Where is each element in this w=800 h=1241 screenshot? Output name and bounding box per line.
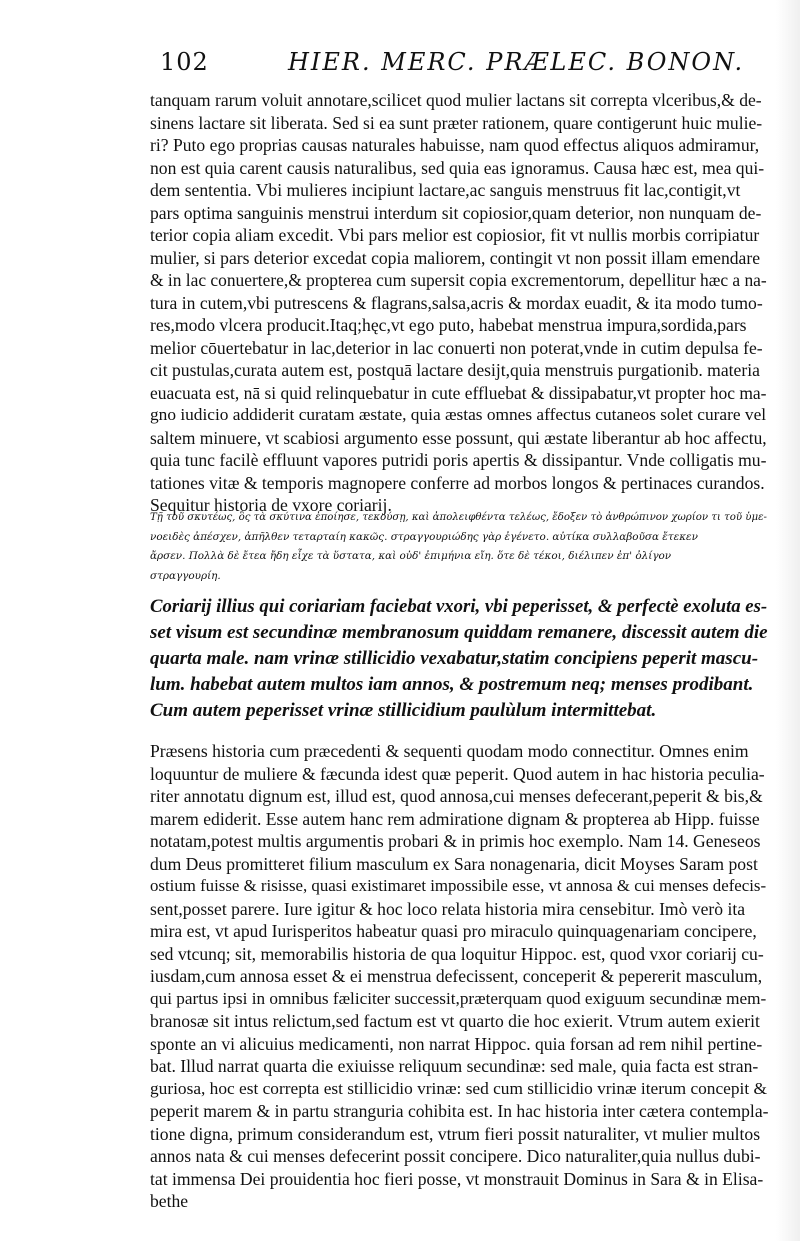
commentary-line: tione digna, primum considerandum est, vtrum fieri possit naturaliter, vt mulier multos xyxy=(150,1123,761,1144)
commentary-line: tura in cutem,vbi putrescens & flagrans,salsa,acris & mordax euadit, & ita modo tumo- xyxy=(150,292,763,313)
commentary-line: euacuata est, nā si quid relinquebatur in cute effluebat & dissipabatur,vt propter hoc ma- xyxy=(150,382,767,403)
commentary-line: sponte an vi alicuius medicamenti, non narrat Hippoc. quia forsan ad rem nihil pertine- xyxy=(150,1033,763,1054)
commentary-line: cit pustulas,curata autem est, postquā lactare desijt,quia menstruis purgationib. materia xyxy=(150,360,760,380)
commentary-line: sed vtcunq; sit, memorabilis historia de qua loquitur Hippoc. est, quod vxor coriarij cu- xyxy=(150,943,764,964)
greek-line: Τῇ τοῦ σκυτέως, ὃς τὰ σκύτινα ἐποίησε, τεκούσῃ, καὶ ἀπολειφθέντα τελέως, ἔδοξεν τὸ ἀνθρώπινον χωρίον τι τοῦ ὑμε- xyxy=(150,512,767,523)
page-number: 102 xyxy=(160,48,209,76)
commentary-line: riter annotatu dignum est, illud est, quod annosa,cui menses defecerant,peperit & bis,& xyxy=(150,786,763,806)
commentary-line: marem ediderit. Esse autem hanc rem admiratione dignam & propterea ab Hipp. fuisse xyxy=(150,808,760,829)
commentary-line: loquuntur de muliere & fæcunda idest quæ peperit. Quod autem in hac historia peculia- xyxy=(150,763,765,784)
page-header xyxy=(160,48,760,82)
greek-line: νοειδὲς ἀπέσχεν, ἀπῆλθεν τεταρταίη κακῶς. στραγγουριώδης γὰρ ἐγένετο. αὐτίκα συλλαβοῦσα ἔτεκεν xyxy=(150,530,698,543)
latin-translation-section xyxy=(150,594,770,724)
commentary-line: mira est, vt apud Iurisperitos habeatur quasi pro miraculo quinquagenariam concipere, xyxy=(150,921,757,941)
commentary-line: pars optima sanguinis menstrui interdum sit copiosior,quam deterior, non nunquam de- xyxy=(150,202,762,223)
commentary-line: res,modo vlcera producit.Itaq;hęc,vt ego puto, habebat menstrua impura,sordida,pars xyxy=(150,315,747,335)
page-gutter-shadow xyxy=(776,0,800,1241)
commentary-line: bethe xyxy=(150,1191,189,1211)
running-title: HIER. MERC. PRÆLEC. BONON. xyxy=(288,48,745,76)
greek-line: ἄρσεν. Πολλὰ δὲ ἔτεα ἤδη εἶχε τὰ ὕστατα, καὶ οὐδ' ἐπιμήνια εἴη. ὅτε δὲ τέκοι, διέλιπεν ἐπ' ὀλίγον xyxy=(150,550,672,562)
commentary-line: guriosa, hoc est correpta est stillicidio vrinæ: sed cum stillicidio vrinæ iterum concepit & xyxy=(150,1078,767,1098)
commentary-line: non est quia carent causis naturalibus, sed quia eas ignoramus. Causa hæc est, mea qui- xyxy=(150,157,765,178)
commentary-line: Præsens historia cum præcedenti & sequenti quodam modo connectitur. Omnes enim xyxy=(150,741,749,761)
commentary-section-2 xyxy=(150,740,770,1213)
commentary-line: tanquam rarum voluit annotare,scilicet quod mulier lactans sit correpta vlceribus,& de- xyxy=(150,90,762,110)
commentary-line: dem sententia. Vbi mulieres incipiunt lactare,ac sanguis menstruus fit lac,contigit,vt xyxy=(150,180,741,200)
translation-line: set visum est secundinæ membranosum quiddam remanere, discessit autem die xyxy=(150,622,768,643)
translation-line: Coriarij illius qui coriariam faciebat vxori, vbi peperisset, & perfectè exoluta es- xyxy=(150,596,768,617)
commentary-line: Sequitur historia de vxore coriarij. xyxy=(150,495,392,515)
commentary-line: notatam,potest multis argumentis probari & in primis hoc exemplo. Nam 14. Geneseos xyxy=(150,831,761,851)
commentary-line: dum Deus promitteret filium masculum ex Sara nonagenaria, dicit Moyses Saram post xyxy=(150,853,758,874)
translation-line: Cum autem peperisset vrinæ stillicidium paulùlum intermittebat. xyxy=(150,700,657,721)
commentary-line: tat immensa Dei prouidentia hoc fieri posse, vt monstrauit Dominus in Sara & in Elisa- xyxy=(150,1168,764,1189)
commentary-line: iusdam,cum annosa esset & ei menstrua defecissent, conceperit & pepererit masculum, xyxy=(150,966,763,986)
commentary-section-1 xyxy=(150,89,770,517)
commentary-line: ri? Puto ego proprias causas naturales habuisse, nam quod effectus aliquos admiramur, xyxy=(150,135,760,155)
commentary-line: ostium fuisse & risisse, quasi existimaret impossibile esse, vt annosa & cui menses defecis- xyxy=(150,876,767,895)
commentary-line: bat. Illud narrat quarta die exiuisse reliquum secundinæ: sed male, quia facta est stran- xyxy=(150,1056,759,1076)
commentary-line: sent,posset parere. Iure igitur & hoc loco relata historia mira censebitur. Imò verò ita xyxy=(150,898,746,919)
commentary-line: annos nata & cui menses defecerint possit concipere. Dico naturaliter,quia nullus dubi- xyxy=(150,1146,761,1166)
commentary-line: saltem minuere, vt scabiosi argumento esse possunt, qui æstate liberantur ab hoc affectu, xyxy=(150,427,767,448)
commentary-line: peperit marem & in partu stranguria cohibita est. In hac historia inter cætera contempla- xyxy=(150,1101,769,1121)
greek-text-section xyxy=(150,508,770,586)
greek-line: στραγγουρίη. xyxy=(150,569,221,582)
commentary-line: mulier, si pars deterior excedat copia maliorem, contingit vt non possit illam emendare xyxy=(150,247,761,268)
commentary-line: melior cōuertebatur in lac,deterior in lac conuerti non poterat,vnde in cutim depulsa fe- xyxy=(150,337,763,358)
commentary-line: tationes vitæ & temporis magnopere conferre ad morbos longos & pertinaces curandos. xyxy=(150,472,765,493)
commentary-line: & in lac conuertere,& propterea cum supersit copia excrementorum, depellitur hæc a na- xyxy=(150,270,767,290)
commentary-line: quia tunc facilè effluunt vapores putridi poris apertis & dissipantur. Vnde colligatis mu- xyxy=(150,450,767,470)
translation-line: lum. habebat autem multos iam annos, & postremum neq; menses prodibant. xyxy=(150,674,754,695)
translation-line: quarta male. nam vrinæ stillicidio vexabatur,statim concipiens peperit mascu- xyxy=(150,648,759,669)
commentary-line: sinens lactare sit liberata. Sed si ea sunt præter rationem, quare contigerunt huic mulie- xyxy=(150,112,763,133)
commentary-line: branosæ sit intus relictum,sed factum est vt quarto die hoc exierit. Vtrum autem exierit xyxy=(150,1011,760,1031)
commentary-line: terior copia aliam excedit. Vbi pars melior est copiosior, fit vt nullis morbis corripiatur xyxy=(150,225,760,245)
commentary-line: gno iudicio addiderit curatam æstate, quia æstas omnes affectus cutaneos solet curare vel xyxy=(150,405,767,424)
commentary-line: qui partus ipsi in omnibus fæliciter successit,præterquam quod exiguum secundinæ mem- xyxy=(150,988,767,1008)
